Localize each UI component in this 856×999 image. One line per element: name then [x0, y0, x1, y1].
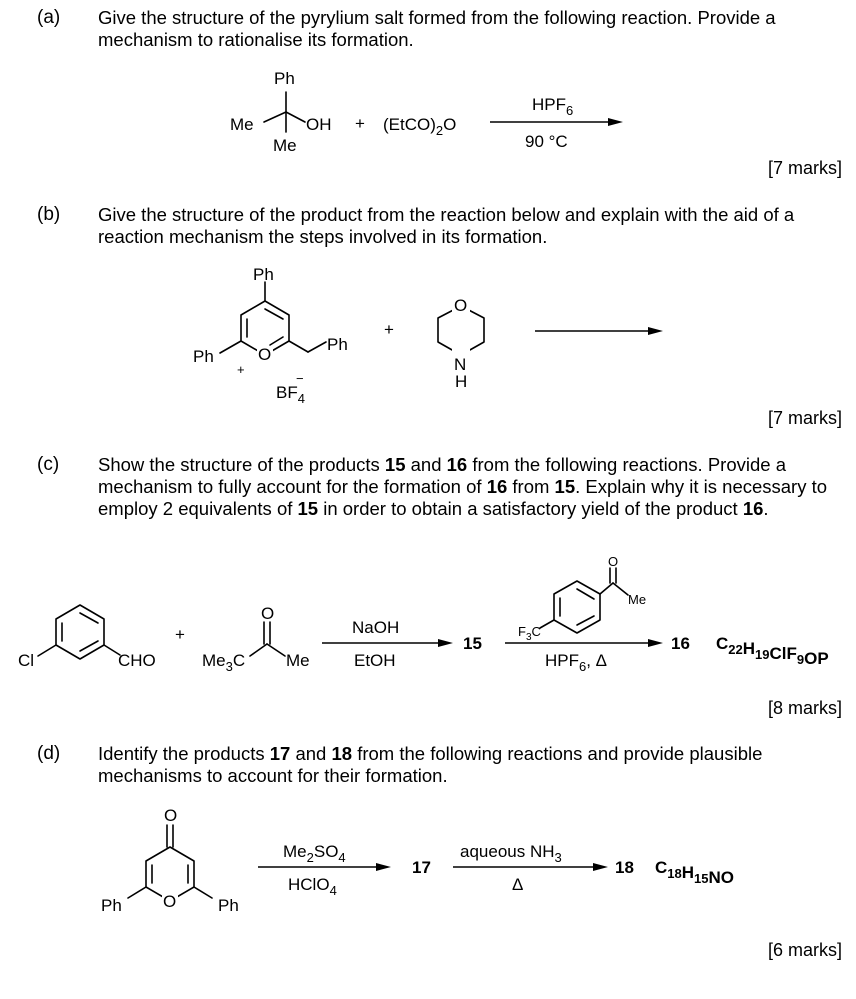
compound-16-label: 16 — [671, 634, 690, 653]
formula-18-subscript-1: 15 — [694, 871, 709, 886]
part-c-label: (c) — [37, 454, 60, 475]
formula-16-subscript-0: 22 — [728, 642, 743, 657]
part-d-heat-label: Δ — [512, 875, 524, 894]
part-b-plus: + — [384, 320, 394, 339]
dimethyl-sulfate-label: $Me_2SO_4$ — [283, 842, 346, 865]
acetyl-me-label: Me — [628, 592, 647, 607]
part-c-arrow-2-conditions: $HPF_6$, Δ — [545, 651, 608, 674]
formula-16-subscript-2: 9 — [796, 652, 805, 667]
part-c-plus: + — [175, 625, 185, 644]
part-a-question: Give the structure of the pyrylium salt formed from the following reaction. Provide a mechanism to rationalise its formation. — [98, 7, 776, 50]
pyranone-ph-left-label: Ph — [101, 896, 122, 915]
formula-18-subscript-0: 18 — [667, 866, 682, 881]
cho-label: CHO — [118, 651, 156, 670]
acetyl-o-label: O — [608, 554, 619, 569]
propionic-anhydride-label: $(EtCO)_2O$ — [383, 115, 457, 138]
morpholine-h-label: H — [455, 372, 468, 391]
part-d-label: (d) — [37, 743, 61, 764]
part-a-reagent-above: $HPF_6$ — [532, 95, 574, 118]
part-d-arrow-2 — [453, 863, 608, 871]
chloro-label: Cl — [18, 651, 35, 670]
formula-16-element-0: C — [716, 634, 729, 653]
tetrafluoroborate-label: $BF_4-$ — [276, 371, 305, 406]
formula-16-element-1: H — [742, 639, 756, 658]
formula-18-element-1: H — [681, 863, 695, 882]
perchloric-acid-label: HClO$_4$ — [288, 875, 337, 898]
part-a-label: (a) — [37, 7, 61, 28]
part-c-question: Show the structure of the products 15 and 16 from the following reactions. Provide a mechanism to fully account for the formation of 16 from 15. Explain why it is necessary to employ 2 equivalents of 15 in order to obtain a satisfactory yield of the product 16. — [98, 454, 828, 519]
etoh-label: EtOH — [354, 651, 396, 670]
morpholine-o-label: O — [454, 296, 468, 315]
pyrylium-charge: + — [237, 362, 245, 377]
aqueous-ammonia-label: aqueous $NH_3$ — [460, 842, 562, 865]
trifluoromethyl-label: $F_3C$ — [518, 624, 541, 643]
compound-17-label: 17 — [412, 858, 431, 877]
part-b-label: (b) — [37, 204, 61, 225]
alcohol-oh-label: OH — [306, 115, 332, 134]
pyrylium-ph-top-label: Ph — [253, 265, 274, 284]
formula-16-subscript-1: 19 — [755, 647, 770, 662]
alcohol-me-bottom-label: Me — [273, 136, 297, 155]
part-a-plus: + — [355, 114, 365, 133]
formula-18-element-2: NO — [708, 868, 734, 887]
part-d-arrow-1 — [258, 863, 391, 871]
naoh-label: NaOH — [352, 618, 400, 637]
pyrylium-ph-left-label: Ph — [193, 347, 214, 366]
formula-16-element-3: OP — [804, 649, 829, 668]
alcohol-me-left-label: Me — [230, 115, 254, 134]
alcohol-ph-label: Ph — [274, 69, 295, 88]
part-d-marks: [6 marks] — [767, 940, 842, 960]
ketone-o-label: O — [261, 604, 275, 623]
part-b-question: Give the structure of the product from the reaction below and explain with the aid of a reaction mechanism the steps involved in its formation. — [98, 204, 795, 247]
part-a-condition-below: 90 °C — [525, 132, 568, 151]
compound-15-label: 15 — [463, 634, 482, 653]
pyrylium-o-label: O — [258, 345, 272, 364]
pyranone-carbonyl-o-label: O — [164, 806, 178, 825]
formula-18-element-0: C — [655, 858, 668, 877]
ketone-me-label: Me — [286, 651, 310, 670]
part-d-question: Identify the products 17 and 18 from the following reactions and provide plausible mechanisms to account for their formation. — [98, 743, 763, 786]
part-b-marks: [7 marks] — [767, 408, 842, 428]
compound-18-formula — [655, 858, 734, 887]
part-a-marks: [7 marks] — [767, 158, 842, 178]
formula-16-element-2: ClF — [769, 644, 797, 663]
tert-butyl-label: $Me_3C$ — [202, 651, 246, 674]
pyranone-ph-right-label: Ph — [218, 896, 239, 915]
morpholine-n-label: N — [454, 355, 467, 374]
diphenylpyranone-structure — [101, 806, 239, 915]
pyranone-ring-o-label: O — [163, 892, 177, 911]
benzyl-ph-label: Ph — [327, 335, 348, 354]
compound-18-label: 18 — [615, 858, 634, 877]
part-c-marks: [8 marks] — [767, 698, 842, 718]
